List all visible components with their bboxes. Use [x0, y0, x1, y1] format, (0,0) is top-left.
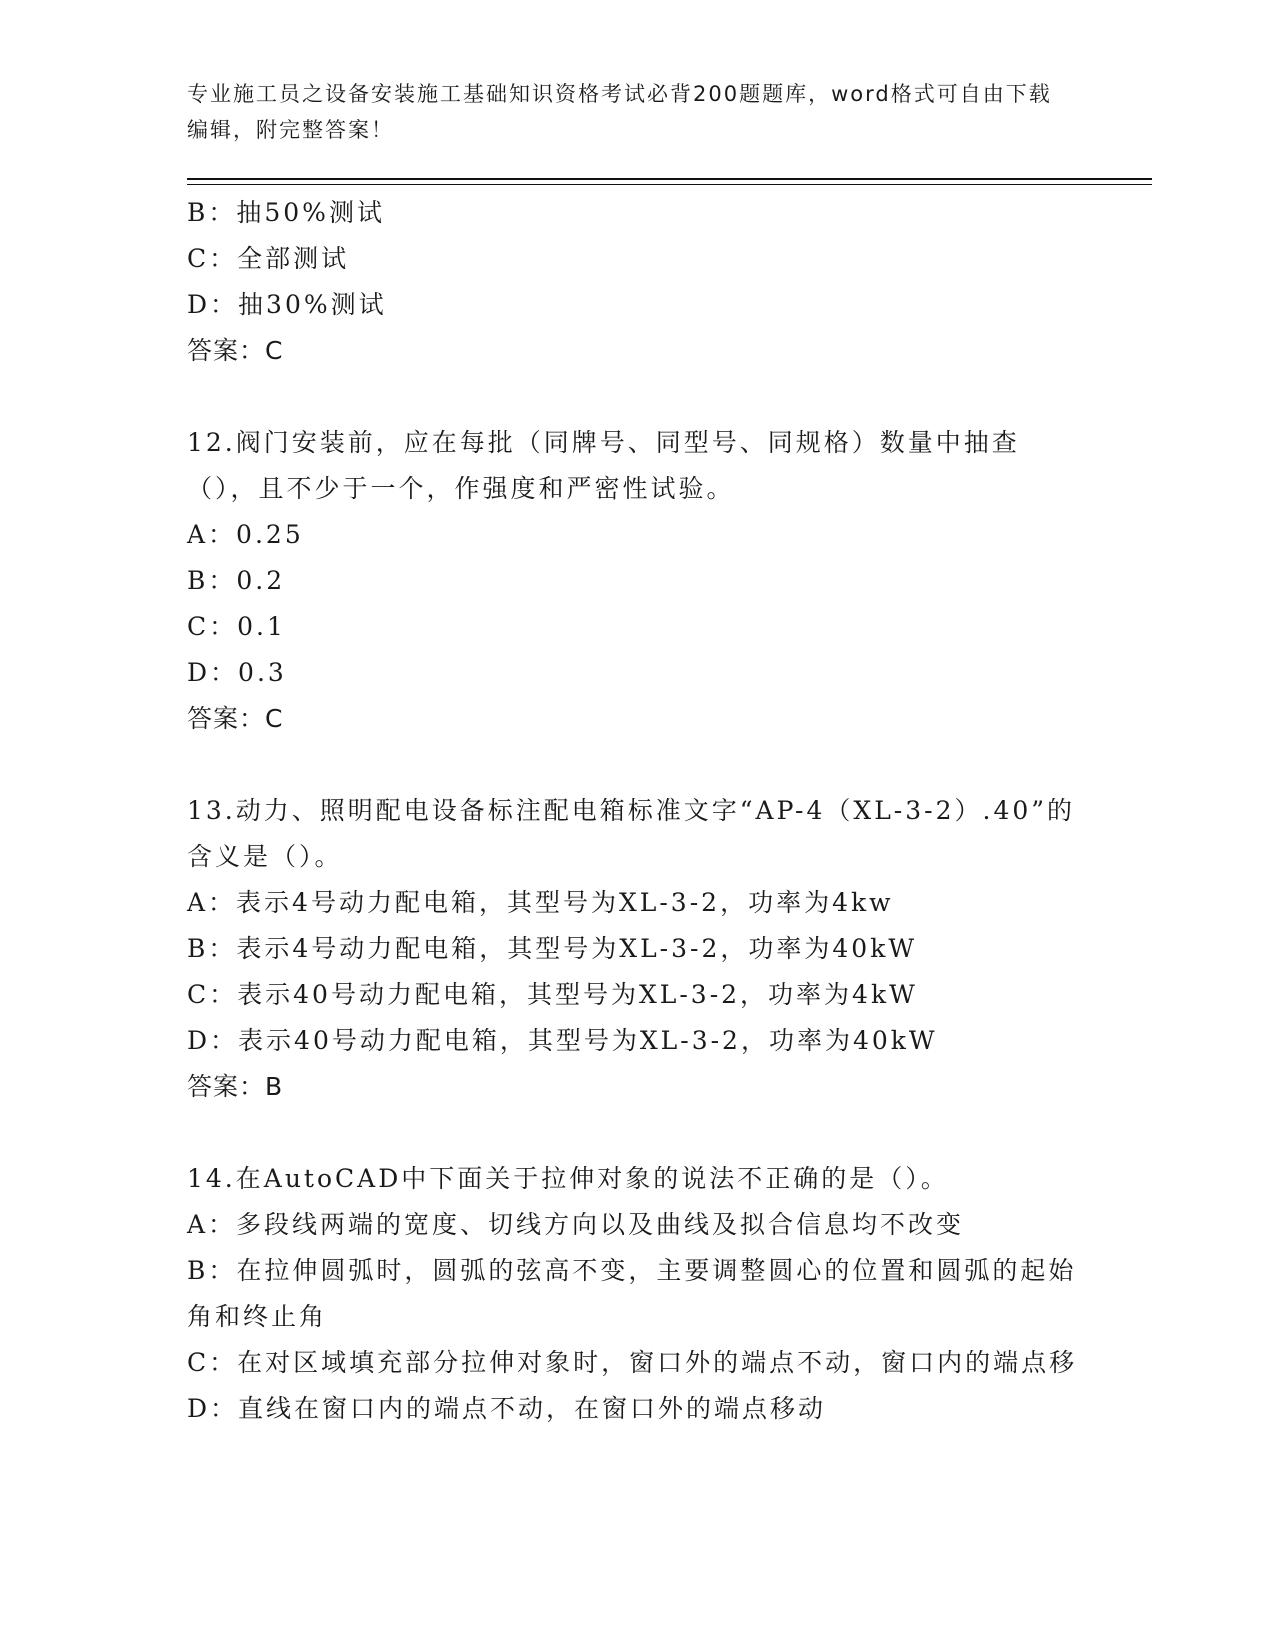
- question-14: [187, 1156, 1087, 1432]
- option-b: B：在拉伸圆弧时，圆弧的弦高不变，主要调整圆心的位置和圆弧的起始角和终止角: [187, 1256, 1077, 1331]
- question-list: [187, 190, 1087, 1432]
- answer-line: 答案：C: [187, 704, 284, 733]
- option-c: C：在对区域填充部分拉伸对象时，窗口外的端点不动，窗口内的端点移: [187, 1348, 1078, 1377]
- option-b: B：抽50%测试: [187, 198, 385, 227]
- option-a: A：0.25: [187, 520, 304, 549]
- question-12: [187, 420, 1087, 742]
- option-d: D：表示40号动力配电箱，其型号为XL-3-2，功率为40kW: [187, 1026, 938, 1055]
- answer-line: 答案：B: [187, 1072, 284, 1101]
- option-b: B：0.2: [187, 566, 286, 595]
- header-divider-thick: [187, 178, 1152, 180]
- question-text: 12.阀门安装前，应在每批（同牌号、同型号、同规格）数量中抽查（），且不少于一个，作强度和严密性试验。: [187, 428, 1020, 503]
- option-d: D：抽30%测试: [187, 290, 387, 319]
- option-c: C：全部测试: [187, 244, 350, 273]
- question-text: 14.在AutoCAD中下面关于拉伸对象的说法不正确的是（）。: [187, 1164, 949, 1193]
- option-b: B：表示4号动力配电箱，其型号为XL-3-2，功率为40kW: [187, 934, 918, 963]
- question-text: 13.动力、照明配电设备标注配电箱标准文字“AP-4（XL-3-2）.40”的含义是（）。: [187, 796, 1076, 871]
- document-header: 专业施工员之设备安装施工基础知识资格考试必背200题题库，word格式可自由下载编辑，附完整答案！: [187, 82, 1052, 142]
- option-c: C：0.1: [187, 612, 286, 641]
- question-13: [187, 788, 1087, 1110]
- option-a: A：表示4号动力配电箱，其型号为XL-3-2，功率为4kw: [187, 888, 894, 917]
- option-c: C：表示40号动力配电箱，其型号为XL-3-2，功率为4kW: [187, 980, 918, 1009]
- option-a: A：多段线两端的宽度、切线方向以及曲线及拟合信息均不改变: [187, 1210, 965, 1239]
- option-d: D：0.3: [187, 658, 287, 687]
- question-11: [187, 190, 1087, 374]
- header-divider-thin: [187, 184, 1152, 185]
- option-d: D：直线在窗口内的端点不动，在窗口外的端点移动: [187, 1394, 827, 1423]
- answer-line: 答案：C: [187, 336, 284, 365]
